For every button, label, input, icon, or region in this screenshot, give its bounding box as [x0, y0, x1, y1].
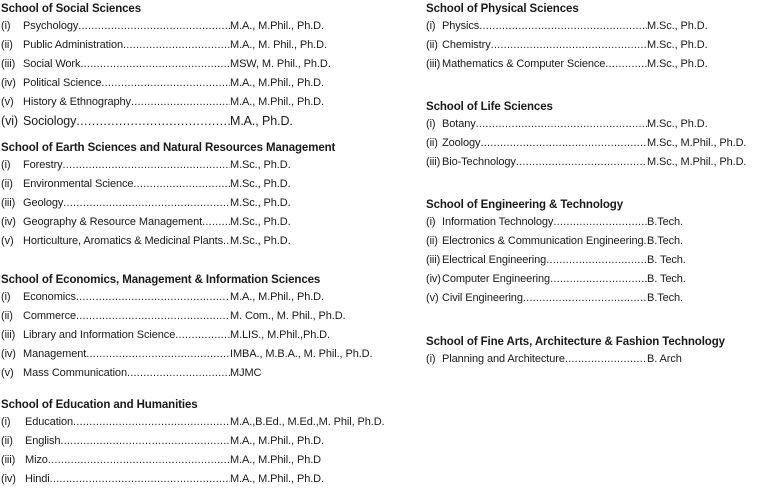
- dotted-leader: [86, 347, 230, 361]
- entry-row: [1, 328, 353, 347]
- entry-row: [426, 272, 756, 291]
- dotted-leader: [76, 114, 230, 128]
- degree-list: M.Sc., M.Phil., Ph.D.: [647, 156, 747, 169]
- department-entry: [1, 328, 230, 347]
- department-entry: [1, 472, 230, 491]
- department-entry: [1, 114, 230, 133]
- degree-list: M.Sc., Ph.D.: [647, 39, 708, 52]
- department-name: Political Science: [23, 77, 102, 90]
- department-entry: [1, 366, 230, 385]
- department-entry: [1, 19, 230, 38]
- entry-index: (ii): [426, 39, 438, 52]
- dotted-leader: [76, 309, 230, 323]
- entry-index: (ii): [1, 310, 13, 323]
- degree-list: B.Tech.: [647, 216, 683, 228]
- degree-list: M.A., M.Phil., Ph.D: [230, 454, 322, 467]
- entry-index: (i): [1, 416, 11, 428]
- department-entry: [1, 415, 230, 434]
- entry-index: (i): [1, 159, 11, 171]
- entry-row: [1, 415, 385, 434]
- department-entry: [1, 38, 230, 57]
- department-entry: [426, 253, 647, 272]
- entry-row: [426, 215, 756, 234]
- department-entry: [426, 215, 647, 234]
- entry-row: [1, 196, 353, 215]
- entry-index: (ii): [426, 137, 438, 150]
- degree-list: M. Com., M. Phil., Ph.D.: [230, 310, 346, 323]
- school-title: School of Earth Sciences and Natural Resources Management: [1, 142, 336, 154]
- entry-row: [426, 291, 756, 310]
- department-entry: [1, 177, 230, 196]
- degree-list: M.A., M.Phil., Ph.D.: [230, 435, 324, 448]
- department-name: English: [25, 435, 61, 448]
- department-entry: [1, 57, 230, 76]
- department-entry: [426, 291, 647, 310]
- entry-row: [1, 19, 353, 38]
- entry-row: [1, 366, 353, 385]
- entry-row: [426, 155, 756, 174]
- entry-row: [1, 114, 353, 133]
- degree-list: M.A., Ph.D.: [230, 114, 293, 129]
- entry-row: [1, 57, 353, 76]
- degree-list: B.Tech.: [647, 235, 683, 248]
- entry-index: (iv): [1, 348, 16, 361]
- entry-row: [426, 38, 756, 57]
- entry-index: (iii): [1, 329, 16, 342]
- department-name: Hindi: [25, 473, 50, 486]
- degree-list: B.Tech.: [647, 292, 683, 305]
- department-list: [426, 117, 756, 174]
- entry-row: [426, 253, 756, 272]
- degree-list: M.A., M. Phil., Ph.D.: [230, 39, 327, 52]
- school-title: School of Social Sciences: [1, 3, 142, 15]
- entry-row: [1, 347, 373, 366]
- dotted-leader: [78, 19, 230, 33]
- entry-index: (v): [426, 292, 439, 305]
- entry-row: [1, 177, 353, 196]
- school-section: [1, 141, 353, 253]
- department-name: Public Administration: [23, 39, 124, 52]
- entry-index: (v): [1, 235, 14, 248]
- dotted-leader: [127, 366, 230, 380]
- department-name: Mizo: [25, 454, 48, 467]
- department-entry: [1, 453, 230, 472]
- entry-row: [1, 309, 353, 328]
- entry-index: (vi): [1, 114, 18, 129]
- dotted-leader: [63, 196, 230, 210]
- dotted-leader: [480, 136, 647, 150]
- degree-list: M.Sc., Ph.D.: [230, 178, 291, 191]
- entry-row: [1, 95, 353, 114]
- entry-row: [426, 234, 756, 253]
- entry-index: (ii): [1, 178, 13, 191]
- department-name: Environmental Science: [23, 178, 134, 191]
- degree-list: B. Tech.: [647, 273, 686, 286]
- department-entry: [426, 272, 647, 291]
- entry-row: [1, 158, 353, 177]
- department-name: Education: [25, 416, 74, 428]
- dotted-leader: [516, 155, 647, 169]
- department-entry: [1, 215, 230, 234]
- school-section: [1, 273, 373, 385]
- degree-list: M.Sc., Ph.D.: [647, 58, 708, 71]
- entry-index: (i): [426, 353, 436, 365]
- entry-index: (ii): [1, 435, 13, 448]
- department-list: [426, 19, 756, 76]
- department-entry: [1, 347, 230, 366]
- dotted-leader: [223, 234, 230, 248]
- department-name: History & Ethnography: [23, 96, 131, 109]
- department-entry: [426, 136, 647, 155]
- degree-list: MSW, M. Phil., Ph.D.: [230, 58, 331, 71]
- entry-row: [426, 19, 756, 38]
- entry-index: (ii): [426, 235, 438, 248]
- degree-list: M.A., M.Phil., Ph.D.: [230, 473, 324, 486]
- degree-list: M.Sc., Ph.D.: [230, 235, 291, 248]
- school-section: [426, 2, 756, 76]
- entry-index: (iii): [1, 454, 16, 467]
- dotted-leader: [63, 158, 230, 172]
- department-entry: [1, 309, 230, 328]
- department-entry: [1, 234, 230, 253]
- department-name: Economics: [23, 291, 76, 303]
- degree-list: M.Sc., Ph.D.: [230, 216, 291, 229]
- department-name: Electrical Engineering: [442, 254, 547, 267]
- dotted-leader: [523, 291, 647, 305]
- entry-row: [1, 76, 353, 95]
- department-list: [426, 352, 756, 371]
- department-name: Bio-Technology: [442, 156, 516, 169]
- school-section: [426, 335, 756, 371]
- degree-list: IMBA., M.B.A., M. Phil., Ph.D.: [230, 348, 373, 361]
- department-name: Information Technology: [442, 216, 554, 228]
- department-name: Social Work: [23, 58, 81, 71]
- dotted-leader: [550, 272, 647, 286]
- entry-index: (i): [426, 20, 436, 32]
- department-name: Psychology: [23, 20, 79, 32]
- department-name: Forestry: [23, 159, 63, 171]
- entry-index: (i): [1, 291, 11, 303]
- department-name: Physics: [442, 20, 480, 32]
- school-section: [426, 198, 756, 310]
- dotted-leader: [565, 352, 647, 366]
- department-entry: [1, 158, 230, 177]
- department-entry: [1, 434, 230, 453]
- dotted-leader: [553, 215, 647, 229]
- department-entry: [1, 95, 230, 114]
- dotted-leader: [60, 434, 230, 448]
- dotted-leader: [133, 177, 230, 191]
- entry-row: [1, 215, 353, 234]
- dotted-leader: [101, 76, 230, 90]
- school-section: [1, 2, 353, 134]
- department-entry: [426, 57, 647, 76]
- dotted-leader: [73, 415, 230, 429]
- entry-row: [426, 136, 756, 155]
- entry-row: [426, 352, 756, 371]
- department-entry: [1, 76, 230, 95]
- degree-list: B. Tech.: [647, 254, 686, 267]
- department-list: [426, 215, 756, 310]
- entry-row: [1, 290, 353, 309]
- entry-index: (iv): [1, 77, 16, 90]
- dotted-leader: [131, 95, 230, 109]
- entry-index: (iv): [1, 216, 16, 229]
- entry-index: (i): [426, 216, 436, 228]
- department-name: Management: [23, 348, 87, 361]
- entry-index: (v): [1, 367, 14, 380]
- department-name: Sociology: [23, 114, 77, 129]
- department-entry: [426, 352, 647, 371]
- entry-index: (iii): [426, 254, 441, 267]
- department-name: Library and Information Science: [23, 329, 176, 342]
- entry-index: (iii): [426, 58, 441, 71]
- department-entry: [1, 196, 230, 215]
- degree-list: M.Sc., Ph.D.: [230, 197, 291, 210]
- school-title: School of Life Sciences: [426, 101, 553, 113]
- department-name: Electronics & Communication Engineering: [442, 235, 644, 248]
- entry-row: [1, 234, 353, 253]
- department-name: Geology: [23, 197, 64, 210]
- degree-list: M.A., M.Phil., Ph.D.: [230, 96, 324, 109]
- dotted-leader: [76, 290, 230, 304]
- degree-list: M.Sc., Ph.D.: [647, 20, 708, 32]
- department-name: Botany: [442, 118, 476, 130]
- entry-index: (i): [1, 20, 11, 32]
- school-title: School of Education and Humanities: [1, 399, 198, 411]
- degree-list: M.A., M.Phil., Ph.D.: [230, 20, 324, 32]
- entry-index: (ii): [1, 39, 13, 52]
- entry-index: (iv): [1, 473, 16, 486]
- entry-row: [426, 117, 756, 136]
- department-list: [1, 290, 373, 385]
- department-name: Planning and Architecture: [442, 353, 565, 365]
- degree-list: M.A.,B.Ed., M.Ed.,M. Phil, Ph.D.: [230, 416, 385, 428]
- degree-list: M.Sc., Ph.D.: [230, 159, 291, 171]
- degree-list: M.A., M.Phil., Ph.D.: [230, 77, 324, 90]
- department-entry: [1, 290, 230, 309]
- degree-list: M.A., M.Phil., Ph.D.: [230, 291, 324, 303]
- dotted-leader: [479, 19, 647, 33]
- dotted-leader: [476, 117, 647, 131]
- department-name: Commerce: [23, 310, 76, 323]
- department-name: Horticulture, Aromatics & Medicinal Plants: [23, 235, 223, 248]
- department-name: Zoology: [442, 137, 481, 150]
- school-title: School of Fine Arts, Architecture & Fashion Technology: [426, 336, 725, 348]
- department-entry: [426, 38, 647, 57]
- school-title: School of Engineering & Technology: [426, 199, 624, 211]
- department-entry: [426, 155, 647, 174]
- entry-index: (iv): [426, 273, 441, 286]
- degree-list: B. Arch: [647, 353, 682, 365]
- degree-list: M.Sc., Ph.D.: [647, 118, 708, 130]
- department-entry: [426, 19, 647, 38]
- dotted-leader: [48, 453, 230, 467]
- degree-list: M.Sc., M.Phil., Ph.D.: [647, 137, 747, 150]
- entry-index: (iii): [426, 156, 441, 169]
- dotted-leader: [80, 57, 230, 71]
- entry-index: (iii): [1, 58, 16, 71]
- school-section: [1, 398, 385, 491]
- entry-index: (i): [426, 118, 436, 130]
- dotted-leader: [202, 215, 230, 229]
- dotted-leader: [123, 38, 230, 52]
- entry-row: [1, 453, 353, 472]
- department-name: Civil Engineering: [442, 292, 523, 305]
- department-name: Computer Engineering: [442, 273, 551, 286]
- entry-row: [426, 57, 756, 76]
- degree-list: MJMC: [230, 367, 262, 380]
- entry-index: (v): [1, 96, 14, 109]
- dotted-leader: [491, 38, 647, 52]
- department-name: Mathematics & Computer Science: [442, 58, 606, 71]
- department-entry: [426, 234, 647, 253]
- school-title: School of Economics, Management & Information Sciences: [1, 274, 321, 286]
- entry-row: [1, 38, 353, 57]
- department-name: Geography & Resource Management: [23, 216, 203, 229]
- school-title: School of Physical Sciences: [426, 3, 579, 15]
- degree-list: M.LIS., M.Phil.,Ph.D.: [230, 329, 330, 342]
- entry-index: (iii): [1, 197, 16, 210]
- dotted-leader: [50, 472, 230, 486]
- department-name: Mass Communication: [23, 367, 127, 380]
- department-list: [1, 158, 353, 253]
- dotted-leader: [546, 253, 647, 267]
- dotted-leader: [605, 57, 647, 71]
- school-section: [426, 100, 756, 174]
- department-name: Chemistry: [442, 39, 491, 52]
- department-list: [1, 415, 385, 491]
- dotted-leader: [175, 328, 230, 342]
- entry-row: [1, 434, 353, 453]
- department-list: [1, 19, 353, 134]
- department-entry: [426, 117, 647, 136]
- entry-row: [1, 472, 353, 491]
